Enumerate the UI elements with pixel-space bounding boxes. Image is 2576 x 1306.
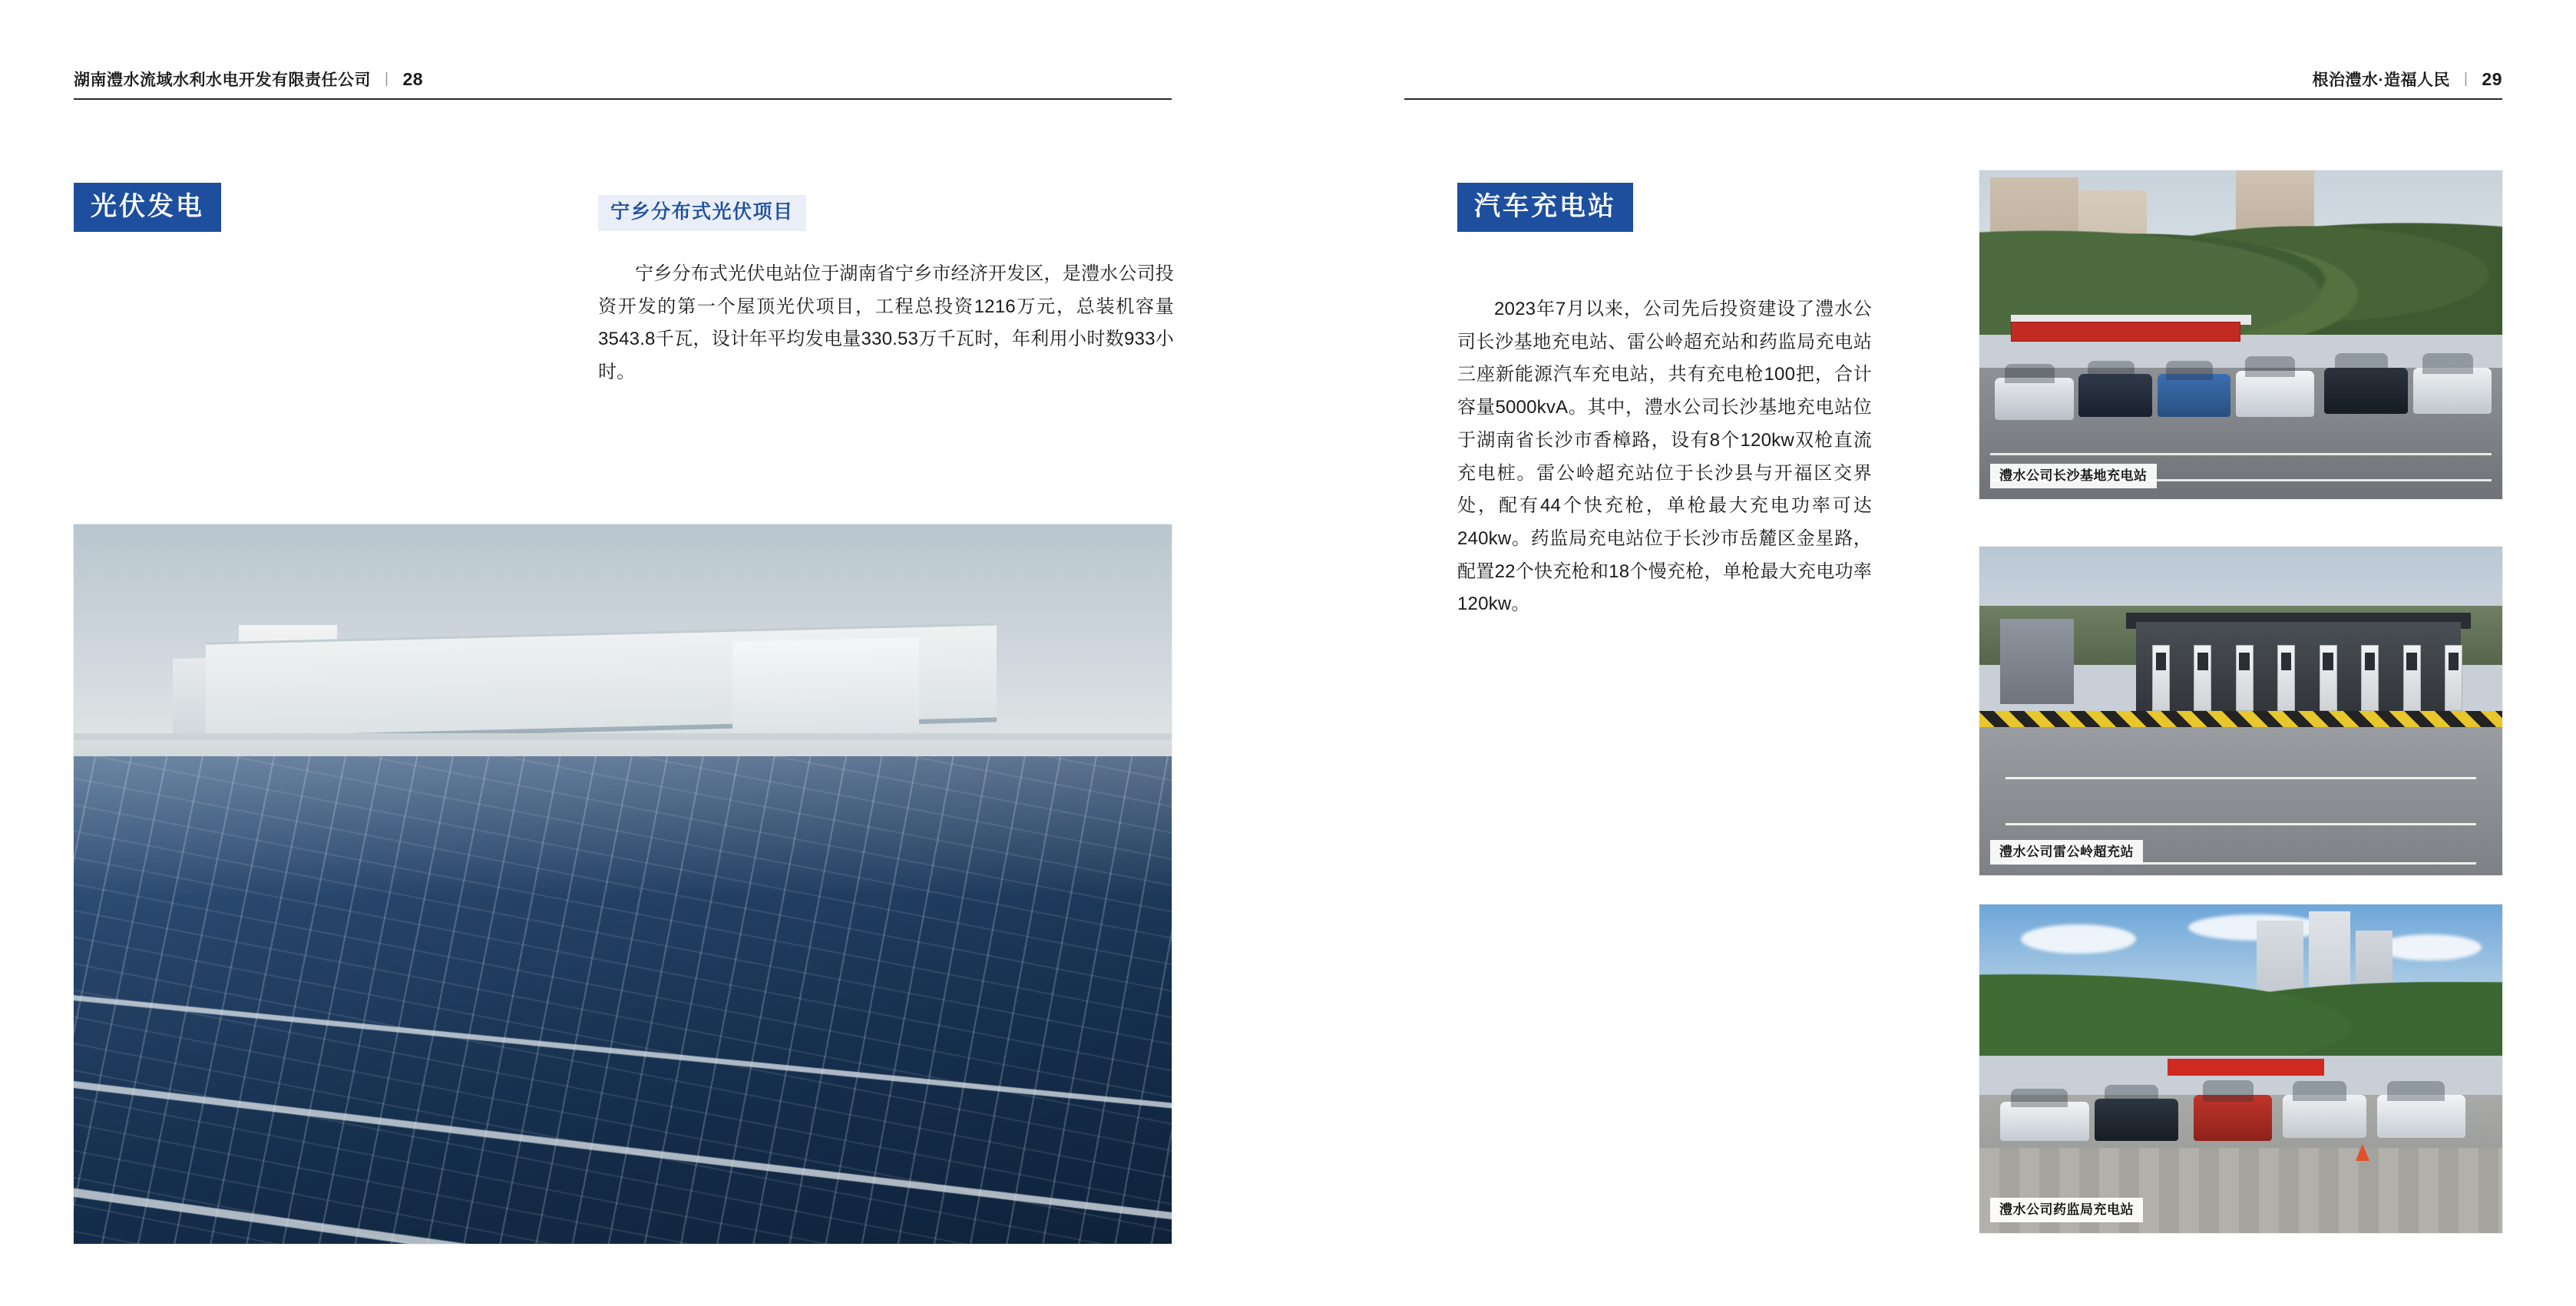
cs2-charger-3 (2236, 645, 2254, 711)
cs1-car-5 (2324, 368, 2408, 414)
cs2-parking-line-1 (2006, 777, 2476, 779)
cs1-car-6 (2413, 368, 2492, 414)
cs2-side-building (2000, 619, 2073, 704)
section-heading-charging-station: 汽车充电站 (1457, 183, 1633, 232)
running-head-right-text: 根治澧水·造福人民 (2312, 71, 2450, 89)
section-heading-photovoltaic: 光伏发电 (74, 183, 221, 232)
running-head-right (2312, 68, 2502, 91)
header-rule-right (1404, 98, 2502, 100)
cs2-charger-1 (2152, 645, 2170, 711)
charging-paragraph: 2023年7月以来，公司先后投资建设了澧水公司长沙基地充电站、雷公岭超充站和药监局充电站三座新能源汽车充电站，共有充电枪100把，合计容量5000kvA。其中，澧水公司长沙基地充电站位于湖南省长沙市香樟路，设有8个120kw双枪直流充电桩。雷公岭超充站位于长沙县与开福区交界处，配有44个快充枪，单枪最大充电功率可达240kw。药监局充电站位于长沙市岳麓区金星路，配置22个快充枪和18个慢充枪，单枪最大充电功率120kw。 (1457, 299, 1872, 615)
cs3-car-1 (2000, 1102, 2089, 1141)
photovoltaic-body-text (598, 258, 1174, 389)
cs1-parking-line-1 (1990, 453, 2492, 455)
cs2-charger-8 (2445, 645, 2462, 711)
running-head-left-separator: | (385, 71, 389, 87)
cs1-red-banner (2011, 322, 2241, 342)
cs3-cloud-1 (2021, 924, 2136, 954)
solar-array-seam-1 (74, 983, 1172, 1120)
cs2-charger-5 (2320, 645, 2337, 711)
cs2-charger-6 (2361, 645, 2379, 711)
photo-caption-yaojianju: 澧水公司药监局充电站 (1990, 1198, 2143, 1222)
running-head-left (74, 68, 423, 91)
cs1-tree-canopy (1979, 190, 2502, 335)
cs1-car-2 (2078, 374, 2151, 417)
solar-panel-array (74, 756, 1172, 1244)
cs2-parking-line-2 (2006, 823, 2476, 825)
page-number-right: 29 (2482, 68, 2502, 89)
photovoltaic-paragraph: 宁乡分布式光伏电站位于湖南省宁乡市经济开发区，是澧水公司投资开发的第一个屋顶光伏项目，工程总投资1216万元，总装机容量3543.8千瓦，设计年平均发电量330.53万千瓦时，年利用小时数933小时。 (598, 263, 1174, 383)
charging-body-text (1457, 293, 1872, 621)
photo-solar-rooftop-array (74, 524, 1172, 1244)
subsection-heading-ningxiang: 宁乡分布式光伏项目 (598, 195, 806, 231)
cs3-red-banner (2168, 1059, 2324, 1075)
page-number-left: 28 (402, 68, 424, 89)
running-head-left-text: 湖南澧水流域水利水电开发有限责任公司 (74, 71, 371, 89)
solar-building-right (732, 637, 919, 735)
cs2-charger-4 (2277, 645, 2295, 711)
cs2-hazard-kerb (1979, 711, 2502, 727)
cs3-tree-canopy (1979, 951, 2502, 1056)
cs3-car-4 (2283, 1095, 2366, 1138)
photo-changsha-base-station (1979, 170, 2502, 499)
cs3-car-2 (2095, 1099, 2178, 1142)
photo-caption-changsha: 澧水公司长沙基地充电站 (1990, 464, 2157, 488)
cs1-car-3 (2158, 374, 2230, 417)
running-head-right-separator: | (2463, 71, 2469, 87)
cs2-charger-2 (2194, 645, 2211, 711)
header-rule-left (74, 98, 1172, 100)
cs3-traffic-cone (2356, 1144, 2369, 1161)
cs2-charger-7 (2403, 645, 2421, 711)
photo-caption-leigongling: 澧水公司雷公岭超充站 (1990, 840, 2143, 865)
cs3-car-3 (2194, 1095, 2272, 1141)
solar-array-seam-3 (74, 1169, 1172, 1244)
cs1-car-4 (2236, 371, 2314, 417)
photo-yaojianju-station (1979, 904, 2502, 1233)
photo-leigongling-super-station (1979, 547, 2502, 875)
cs1-car-1 (1995, 378, 2073, 421)
cs3-car-5 (2377, 1095, 2466, 1138)
